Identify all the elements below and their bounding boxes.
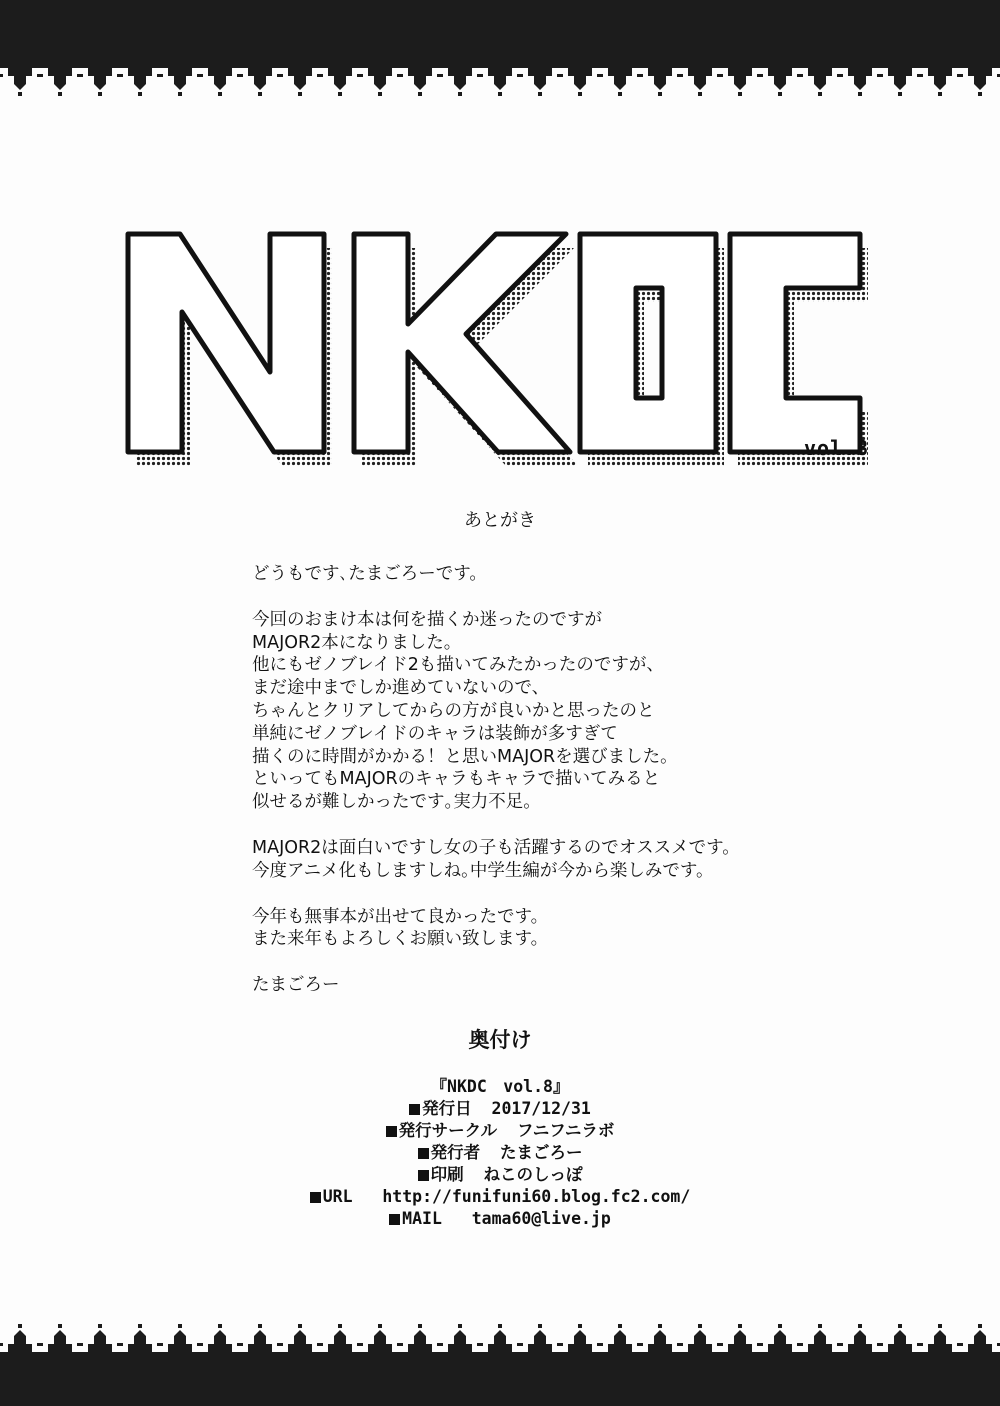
afterword-paragraph [252,563,872,586]
colophon-email: tama60@live.jp [471,1209,611,1228]
colophon-row [0,1098,1000,1120]
colophon-row [0,1142,1000,1164]
colophon-label: URL [322,1187,353,1206]
afterword-paragraph [252,837,872,883]
bullet-square-icon [409,1104,420,1115]
afterword-line: 他にもゼノブレイド2も描いてみたかったのですが、 [252,655,664,676]
afterword-paragraph [252,609,872,814]
afterword-line: MAJOR2本になりました。 [252,632,462,653]
bullet-square-icon [418,1148,429,1159]
afterword-line: まだ途中までしか進めていないので、 [252,678,550,699]
colophon-url: http://funifuni60.blog.fc2.com/ [382,1187,691,1206]
bullet-square-icon [310,1192,321,1203]
colophon-title: 奥付け [468,1028,532,1052]
colophon-label: MAIL [402,1209,442,1228]
signature-line: たまごろー [252,975,340,996]
afterword-paragraph [252,906,872,952]
afterword-line: 描くのに時間がかかる！と思いMAJORを選びました。 [252,746,678,767]
bottom-lace-border [0,1322,1000,1358]
afterword-line: 今度アニメ化もしますしね｡中学生編が今から楽しみです。 [252,860,714,881]
colophon [0,1076,1000,1230]
afterword-line: どうもです､たまごろーです。 [252,564,487,584]
bullet-square-icon [418,1170,429,1181]
colophon-row [0,1208,1000,1230]
colophon-book-title: 『NKDC vol.8』 [430,1077,570,1096]
colophon-value: 2017/12/31 [491,1099,591,1118]
afterword-line: MAJOR2は面白いですし女の子も活躍するのでオススメです。 [252,837,740,858]
top-border-bar [0,0,1000,62]
afterword-line: 単純にゼノブレイドのキャラは装飾が多すぎて [252,723,618,744]
colophon-value: ねこのしっぽ [483,1165,583,1184]
afterword-signature [252,974,872,997]
colophon-row [0,1186,1000,1208]
afterword-title: あとがき [464,510,536,531]
afterword-line: といってもMAJORのキャラもキャラで描いてみると [252,769,661,790]
afterword-body [252,563,872,1020]
afterword-line: 似せるが難しかったです｡実力不足。 [252,792,541,813]
afterword-line: 今回のおまけ本は何を描くか迷ったのですが [252,609,602,630]
afterword-line: ちゃんとクリアしてからの方が良いかと思ったのと [252,700,655,721]
colophon-label: 発行サークル [398,1121,498,1140]
colophon-value: フニフニラボ [517,1121,615,1140]
colophon-label: 発行日 [422,1099,472,1118]
volume-label: vol.8 [804,436,870,460]
afterword-line: また来年もよろしくお願い致します。 [252,929,549,950]
colophon-value: たまごろー [499,1143,583,1162]
colophon-label: 印刷 [430,1165,464,1184]
bullet-square-icon [389,1214,400,1225]
bottom-border-bar [0,1358,1000,1406]
nkdc-logo [118,212,878,474]
afterword-line: 今年も無事本が出せて良かったです。 [252,906,549,927]
colophon-row [0,1164,1000,1186]
colophon-label: 発行者 [430,1143,481,1162]
top-lace-border [0,62,1000,96]
colophon-row [0,1120,1000,1142]
bullet-square-icon [386,1126,397,1137]
